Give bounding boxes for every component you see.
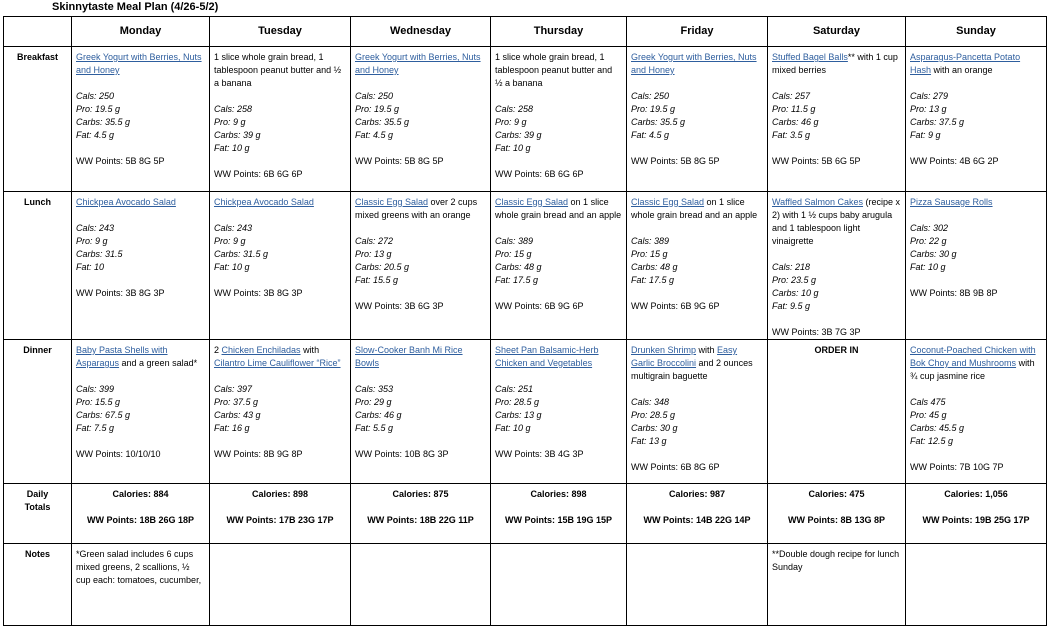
fat-value: Fat: 17.5 g <box>495 275 539 285</box>
meal-text: with an orange <box>931 65 993 75</box>
carbs-value: Carbs: 35.5 g <box>631 117 686 127</box>
lunch-cell <box>351 192 491 340</box>
meal-description <box>76 196 205 209</box>
meal-description <box>910 196 1042 209</box>
spacer <box>214 90 346 103</box>
daily-total-cell <box>210 484 351 544</box>
calories-value: Cals: 348 <box>631 397 670 407</box>
carbs-value: Carbs: 31.5 g <box>214 249 269 259</box>
ww-points: WW Points: 4B 6G 2P <box>910 156 999 166</box>
carbs-value: Carbs: 30 g <box>631 423 678 433</box>
carbs-value: Carbs: 43 g <box>214 410 261 420</box>
notes-cell <box>627 544 768 626</box>
fat-value: Fat: 15.5 g <box>355 275 399 285</box>
spacer <box>631 383 763 396</box>
protein-value: Pro: 29 g <box>355 397 392 407</box>
recipe-link[interactable]: Easy Garlic Broccolini <box>631 345 738 368</box>
meal-description <box>76 344 205 370</box>
meal-text: over 2 cups mixed greens with an orange <box>355 197 478 220</box>
dinner-cell <box>768 340 906 484</box>
calories-value: Cals: 243 <box>76 223 115 233</box>
fat-value: Fat: 9 g <box>910 130 941 140</box>
notes-cell <box>351 544 491 626</box>
ww-points: WW Points: 3B 8G 3P <box>214 288 303 298</box>
spacer <box>631 77 763 90</box>
row-label-line: Daily <box>26 489 49 499</box>
fat-value: Fat: 16 g <box>214 423 250 433</box>
recipe-link[interactable]: Slow-Cooker Banh Mi Rice Bowls <box>355 345 463 368</box>
lunch-cell <box>627 192 768 340</box>
page-title: Skinnytaste Meal Plan (4/26-5/2) <box>52 1 219 13</box>
ww-points: WW Points: 5B 6G 5P <box>772 156 861 166</box>
meal-description <box>910 344 1042 383</box>
spacer <box>910 77 1042 90</box>
recipe-link[interactable]: Sheet Pan Balsamic-Herb Chicken and Vegetables <box>495 345 599 368</box>
row-label-dinner: Dinner <box>4 340 72 484</box>
meal-text: ** with 1 cup mixed berries <box>772 52 898 75</box>
recipe-link[interactable]: Chickpea Avocado Salad <box>214 197 314 207</box>
day-header: Thursday <box>491 17 627 47</box>
meal-description <box>355 344 486 370</box>
ww-points: WW Points: 5B 8G 5P <box>355 156 444 166</box>
meal-text: with ¾ cup jasmine rice <box>910 358 1035 381</box>
breakfast-cell <box>906 47 1047 192</box>
recipe-link[interactable]: Waffled Salmon Cakes <box>772 197 864 207</box>
spacer <box>76 77 205 90</box>
spacer <box>910 209 1042 222</box>
carbs-value: Carbs: 30 g <box>910 249 957 259</box>
meal-description <box>495 51 622 90</box>
row-label-notes: Notes <box>4 544 72 626</box>
daily-ww-points: WW Points: 14B 22G 14P <box>643 515 751 525</box>
meal-description <box>631 51 763 77</box>
protein-value: Pro: 37.5 g <box>214 397 259 407</box>
carbs-value: Carbs: 46 g <box>355 410 402 420</box>
daily-total-cell <box>627 484 768 544</box>
protein-value: Pro: 13 g <box>355 249 392 259</box>
ww-points: WW Points: 5B 8G 5P <box>631 156 720 166</box>
recipe-link[interactable]: Greek Yogurt with Berries, Nuts and Honey <box>355 52 481 75</box>
meal-description <box>495 196 622 222</box>
calories-value: Cals: 218 <box>772 262 811 272</box>
protein-value: Pro: 19.5 g <box>76 104 121 114</box>
meal-description <box>355 196 486 222</box>
recipe-link[interactable]: Pizza Sausage Rolls <box>910 197 993 207</box>
ww-points: WW Points: 7B 10G 7P <box>910 462 1004 472</box>
day-header: Wednesday <box>351 17 491 47</box>
lunch-row <box>4 192 1047 340</box>
ww-points: WW Points: 3B 7G 3P <box>772 327 861 337</box>
note-text: **Double dough recipe for lunch Sunday <box>772 549 900 572</box>
row-label-daily-totals <box>4 484 72 544</box>
protein-value: Pro: 9 g <box>214 117 246 127</box>
lunch-cell <box>72 192 210 340</box>
ww-points: WW Points: 3B 8G 3P <box>76 288 165 298</box>
protein-value: Pro: 9 g <box>495 117 527 127</box>
lunch-cell <box>768 192 906 340</box>
meal-plan-table <box>3 16 1047 626</box>
recipe-link[interactable]: Asparagus-Pancetta Potato Hash <box>910 52 1021 75</box>
fat-value: Fat: 4.5 g <box>631 130 670 140</box>
breakfast-cell <box>210 47 351 192</box>
calories-value: Cals: 399 <box>76 384 115 394</box>
daily-calories: Calories: 987 <box>668 489 726 499</box>
fat-value: Fat: 9.5 g <box>772 301 811 311</box>
breakfast-row <box>4 47 1047 192</box>
ww-points: WW Points: 6B 9G 6P <box>631 301 720 311</box>
recipe-link[interactable]: Drunken Shrimp <box>631 345 697 355</box>
day-header: Saturday <box>768 17 906 47</box>
fat-value: Fat: 10 g <box>495 423 531 433</box>
daily-ww-points: WW Points: 18B 22G 11P <box>367 515 474 525</box>
ww-points: WW Points: 3B 6G 3P <box>355 301 444 311</box>
breakfast-cell <box>351 47 491 192</box>
meal-description <box>772 51 901 77</box>
breakfast-cell <box>72 47 210 192</box>
dinner-cell <box>72 340 210 484</box>
carbs-value: Carbs: 67.5 g <box>76 410 131 420</box>
dinner-row <box>4 340 1047 484</box>
daily-calories: Calories: 898 <box>530 489 587 499</box>
spacer <box>910 383 1042 396</box>
notes-cell <box>210 544 351 626</box>
fat-value: Fat: 7.5 g <box>76 423 115 433</box>
notes-cell <box>491 544 627 626</box>
meal-description <box>495 344 622 370</box>
row-label-lunch: Lunch <box>4 192 72 340</box>
carbs-value: Carbs: 37.5 g <box>910 117 965 127</box>
spacer <box>495 222 622 235</box>
day-header: Tuesday <box>210 17 351 47</box>
spacer <box>772 77 901 90</box>
row-label-breakfast: Breakfast <box>4 47 72 192</box>
ww-points: WW Points: 6B 9G 6P <box>495 301 584 311</box>
carbs-value: Carbs: 46 g <box>772 117 819 127</box>
meal-text: (recipe x 2) with 1 ½ cups baby arugula and 1 tablespoon light vinaigrette <box>772 197 901 246</box>
daily-calories: Calories: 475 <box>808 489 865 499</box>
calories-value: Cals: 353 <box>355 384 394 394</box>
protein-value: Pro: 19.5 g <box>631 104 676 114</box>
recipe-link[interactable]: Stuffed Bagel Balls <box>772 52 848 62</box>
protein-value: Pro: 45 g <box>910 410 947 420</box>
protein-value: Pro: 13 g <box>910 104 947 114</box>
carbs-value: Carbs: 35.5 g <box>355 117 410 127</box>
lunch-cell <box>210 192 351 340</box>
fat-value: Fat: 3.5 g <box>772 130 811 140</box>
calories-value: Cals: 251 <box>495 384 534 394</box>
spacer <box>495 370 622 383</box>
meal-description <box>214 196 346 209</box>
order-in-label: ORDER IN <box>814 345 859 355</box>
ww-points: WW Points: 6B 6G 6P <box>495 169 584 179</box>
calories-value: Cals: 389 <box>631 236 670 246</box>
carbs-value: Carbs: 20.5 g <box>355 262 410 272</box>
protein-value: Pro: 9 g <box>76 236 108 246</box>
meal-text: with <box>300 345 320 355</box>
calories-value: Cals: 272 <box>355 236 394 246</box>
recipe-link[interactable]: Coconut-Poached Chicken with Bok Choy and Mushrooms <box>910 345 1036 368</box>
protein-value: Pro: 15 g <box>495 249 532 259</box>
fat-value: Fat: 4.5 g <box>355 130 394 140</box>
daily-total-cell <box>768 484 906 544</box>
spacer <box>355 222 486 235</box>
meal-description <box>214 51 346 90</box>
protein-value: Pro: 9 g <box>214 236 246 246</box>
ww-points: WW Points: 6B 6G 6P <box>214 169 303 179</box>
calories-value: Cals: 250 <box>631 91 670 101</box>
breakfast-cell <box>491 47 627 192</box>
notes-row <box>4 544 1047 626</box>
calories-value: Cals 475 <box>910 397 946 407</box>
daily-calories: Calories: 898 <box>251 489 309 499</box>
protein-value: Pro: 15.5 g <box>76 397 121 407</box>
day-header: Friday <box>627 17 768 47</box>
fat-value: Fat: 10 g <box>214 143 250 153</box>
daily-calories: Calories: 875 <box>392 489 449 499</box>
daily-calories: Calories: 1,056 <box>944 489 1008 499</box>
meal-description <box>772 196 901 248</box>
protein-value: Pro: 28.5 g <box>495 397 540 407</box>
ww-points: WW Points: 8B 9G 8P <box>214 449 303 459</box>
spacer <box>631 222 763 235</box>
calories-value: Cals: 279 <box>910 91 949 101</box>
meal-text: 1 slice whole grain bread, 1 tablespoon peanut butter and ½ a banana <box>495 52 613 88</box>
spacer <box>495 90 622 103</box>
calories-value: Cals: 302 <box>910 223 949 233</box>
spacer <box>355 370 486 383</box>
daily-ww-points: WW Points: 8B 13G 8P <box>787 515 885 525</box>
meal-text: and 2 ounces multigrain baguette <box>631 358 753 381</box>
fat-value: Fat: 10 <box>76 262 105 272</box>
recipe-link[interactable]: Greek Yogurt with Berries, Nuts and Honey <box>631 52 757 75</box>
fat-value: Fat: 13 g <box>631 436 667 446</box>
meal-text: with <box>696 345 718 355</box>
daily-ww-points: WW Points: 19B 25G 17P <box>922 515 1030 525</box>
calories-value: Cals: 243 <box>214 223 253 233</box>
lunch-cell <box>906 192 1047 340</box>
fat-value: Fat: 12.5 g <box>910 436 954 446</box>
fat-value: Fat: 17.5 g <box>631 275 675 285</box>
ww-points: WW Points: 6B 8G 6P <box>631 462 720 472</box>
recipe-link[interactable]: Classic Egg Salad <box>631 197 705 207</box>
notes-cell <box>768 544 906 626</box>
carbs-value: Carbs: 35.5 g <box>76 117 131 127</box>
spacer <box>76 370 205 383</box>
calories-value: Cals: 389 <box>495 236 534 246</box>
meal-text: 1 slice whole grain bread, 1 tablespoon peanut butter and ½ a banana <box>214 52 342 88</box>
meal-description <box>214 344 346 370</box>
header-row <box>4 17 1047 47</box>
spacer <box>214 209 346 222</box>
carbs-value: Carbs: 45.5 g <box>910 423 965 433</box>
protein-value: Pro: 19.5 g <box>355 104 400 114</box>
meal-description <box>631 196 763 222</box>
recipe-link[interactable]: Greek Yogurt with Berries, Nuts and Honey <box>76 52 202 75</box>
breakfast-cell <box>768 47 906 192</box>
recipe-link[interactable]: Classic Egg Salad <box>495 197 569 207</box>
protein-value: Pro: 22 g <box>910 236 947 246</box>
meal-text: and a green salad* <box>119 358 198 368</box>
meal-description <box>76 51 205 77</box>
daily-total-cell <box>491 484 627 544</box>
recipe-link[interactable]: Classic Egg Salad <box>355 197 429 207</box>
dinner-cell <box>906 340 1047 484</box>
meal-description <box>355 51 486 77</box>
meal-description <box>910 51 1042 77</box>
recipe-link[interactable]: Chickpea Avocado Salad <box>76 197 176 207</box>
daily-calories: Calories: 884 <box>112 489 169 499</box>
ww-points: WW Points: 5B 8G 5P <box>76 156 165 166</box>
recipe-link[interactable]: Baby Pasta Shells with Asparagus <box>76 345 168 368</box>
day-header: Monday <box>72 17 210 47</box>
fat-value: Fat: 5.5 g <box>355 423 394 433</box>
carbs-value: Carbs: 39 g <box>495 130 542 140</box>
daily-total-cell <box>906 484 1047 544</box>
carbs-value: Carbs: 48 g <box>631 262 678 272</box>
daily-total-cell <box>351 484 491 544</box>
ww-points: WW Points: 10B 8G 3P <box>355 449 449 459</box>
spacer <box>214 370 346 383</box>
carbs-value: Carbs: 13 g <box>495 410 542 420</box>
day-header: Sunday <box>906 17 1047 47</box>
notes-cell <box>72 544 210 626</box>
dinner-cell <box>210 340 351 484</box>
calories-value: Cals: 258 <box>495 104 534 114</box>
dinner-cell <box>627 340 768 484</box>
recipe-link[interactable]: Chicken Enchiladas <box>221 345 301 355</box>
fat-value: Fat: 4.5 g <box>76 130 115 140</box>
calories-value: Cals: 250 <box>76 91 115 101</box>
breakfast-cell <box>627 47 768 192</box>
daily-total-cell <box>72 484 210 544</box>
carbs-value: Carbs: 39 g <box>214 130 261 140</box>
dinner-cell <box>351 340 491 484</box>
daily-ww-points: WW Points: 18B 26G 18P <box>86 515 195 525</box>
protein-value: Pro: 23.5 g <box>772 275 817 285</box>
dinner-cell <box>491 340 627 484</box>
ww-points: WW Points: 10/10/10 <box>76 449 161 459</box>
protein-value: Pro: 28.5 g <box>631 410 676 420</box>
recipe-link[interactable]: Cilantro Lime Cauliflower “Rice” <box>214 358 341 368</box>
fat-value: Fat: 10 g <box>910 262 946 272</box>
daily-ww-points: WW Points: 17B 23G 17P <box>226 515 334 525</box>
meal-text: on 1 slice whole grain bread and an apple <box>631 197 758 220</box>
lunch-cell <box>491 192 627 340</box>
calories-value: Cals: 258 <box>214 104 253 114</box>
row-label-line: Totals <box>24 502 51 512</box>
spacer <box>76 209 205 222</box>
calories-value: Cals: 397 <box>214 384 253 394</box>
ww-points: WW Points: 3B 4G 3P <box>495 449 584 459</box>
protein-value: Pro: 15 g <box>631 249 668 259</box>
spacer <box>772 248 901 261</box>
ww-points: WW Points: 8B 9B 8P <box>910 288 998 298</box>
daily-totals-row <box>4 484 1047 544</box>
calories-value: Cals: 250 <box>355 91 394 101</box>
meal-description <box>631 344 763 383</box>
meal-text: on 1 slice whole grain bread and an apple <box>495 197 622 220</box>
corner-cell <box>4 17 72 47</box>
carbs-value: Carbs: 10 g <box>772 288 819 298</box>
notes-cell <box>906 544 1047 626</box>
carbs-value: Carbs: 48 g <box>495 262 542 272</box>
calories-value: Cals: 257 <box>772 91 811 101</box>
daily-ww-points: WW Points: 15B 19G 15P <box>504 515 613 525</box>
carbs-value: Carbs: 31.5 <box>76 249 123 259</box>
protein-value: Pro: 11.5 g <box>772 104 816 114</box>
note-text: *Green salad includes 6 cups mixed greens, 2 scallions, ½ cup each: tomatoes, cucumber, <box>76 549 202 585</box>
fat-value: Fat: 10 g <box>495 143 531 153</box>
meal-text: 2 <box>214 345 222 355</box>
fat-value: Fat: 10 g <box>214 262 250 272</box>
spacer <box>355 77 486 90</box>
